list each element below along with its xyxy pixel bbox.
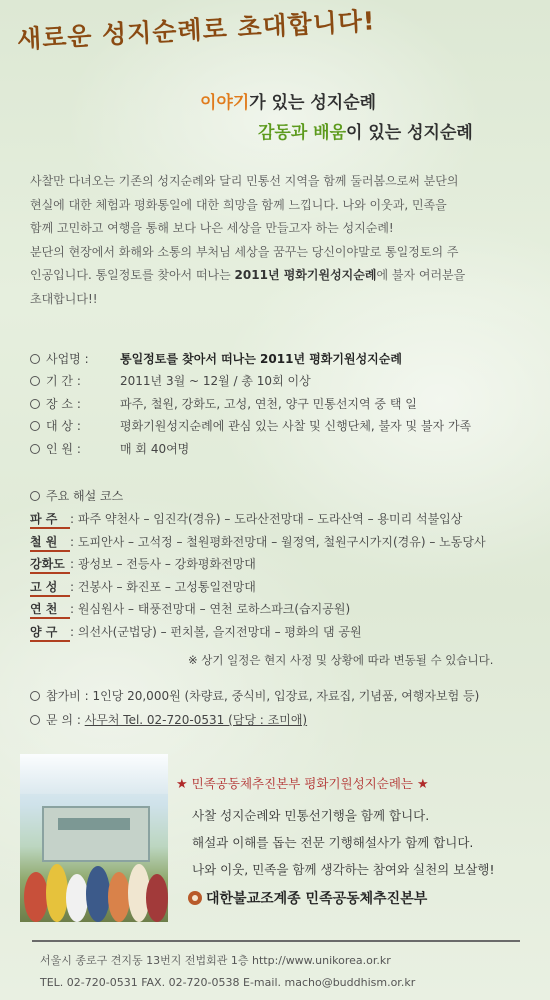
subtitle-2-rest: 이 있는 성지순례	[346, 123, 473, 143]
photo-person	[66, 874, 88, 922]
course-region: 강화도	[30, 556, 70, 574]
fee-value: 1인당 20,000원 (차량료, 중식비, 입장료, 자료집, 기념품, 여행자보험 등)	[92, 689, 480, 703]
footer-contact: TEL. 02-720-0531 FAX. 02-720-0538 E-mail. macho@buddhism.or.kr	[40, 976, 416, 989]
organization-name	[188, 888, 427, 908]
photo-sky	[20, 754, 168, 794]
info-list	[30, 348, 530, 460]
circle-bullet-icon	[30, 421, 40, 431]
info-value-bold: 통일정토를 찾아서 떠나는 2011년 평화기원성지순례	[120, 352, 402, 366]
fee-row	[30, 684, 479, 708]
circle-bullet-icon	[30, 399, 40, 409]
subtitle-1	[200, 88, 376, 113]
info-row	[30, 348, 530, 370]
course-region: 연 천	[30, 601, 70, 619]
photo-building-detail	[58, 818, 130, 830]
info-label: 대 상 :	[46, 419, 81, 434]
promo-line: 나와 이웃, 민족을 함께 생각하는 참여와 실천의 보살행!	[192, 862, 495, 877]
course-row	[30, 576, 486, 599]
course-route: : 원심원사 – 태풍전망대 – 연천 로하스파크(습지공원)	[70, 602, 351, 616]
info-row	[30, 393, 530, 415]
org-logo-icon	[188, 891, 202, 905]
promo-lines	[192, 802, 494, 883]
photo-building	[42, 806, 150, 862]
course-heading-text: 주요 해설 코스	[46, 489, 124, 503]
course-route: : 파주 약천사 – 임진각(경유) – 도라산전망대 – 도라산역 – 용미리 석불입상	[70, 512, 463, 526]
circle-bullet-icon	[30, 691, 40, 701]
course-region: 고 성	[30, 579, 70, 597]
circle-bullet-icon	[30, 715, 40, 725]
info-row	[30, 438, 530, 460]
fee-contact-block	[30, 684, 479, 732]
organization-name-text: 대한불교조계종 민족공동체추진본부	[206, 891, 428, 907]
fee-label: 참가비 :	[46, 689, 89, 703]
info-value: 파주, 철원, 강화도, 고성, 연천, 양구 민통선지역 중 택 일	[120, 396, 417, 411]
circle-bullet-icon	[30, 491, 40, 501]
photo-person	[24, 872, 48, 922]
intro-line: 현실에 대한 체험과 평화통일에 대한 희망을 함께 느낍니다. 나와 이웃과, 민족을	[30, 197, 447, 212]
promo-title	[176, 774, 429, 792]
circle-bullet-icon	[30, 354, 40, 364]
subtitle-2-highlight: 감동과 배움	[258, 123, 347, 143]
intro-line: 사찰만 다녀오는 기존의 성지순례와 달리 민통선 지역을 함께 둘러봄으로써 분단의	[30, 174, 459, 188]
photo-person	[46, 864, 68, 922]
course-route: : 광성보 – 전등사 – 강화평화전망대	[70, 557, 256, 571]
course-row	[30, 598, 486, 621]
photo-person	[108, 872, 130, 922]
subtitle-2	[258, 118, 473, 143]
intro-line	[30, 264, 528, 288]
info-value	[120, 352, 402, 366]
headline: 새로운 성지순례로 초대합니다!	[16, 6, 377, 54]
subtitle-1-rest: 가 있는 성지순례	[249, 93, 377, 113]
course-row	[30, 553, 486, 576]
course-row	[30, 621, 486, 644]
intro-text: 에 불자 여러분을	[376, 268, 466, 282]
photo-person	[146, 874, 168, 922]
intro-text: 인공입니다. 통일정토를 찾아서 떠나는	[30, 268, 235, 282]
info-label: 인 원 :	[46, 441, 81, 456]
info-label: 장 소 :	[46, 396, 81, 411]
course-row	[30, 508, 486, 531]
info-value: 평화기원성지순례에 관심 있는 사찰 및 신행단체, 불자 및 불자 가족	[120, 419, 472, 434]
star-icon: ★	[416, 777, 429, 792]
promo-title-text: 민족공동체추진본부 평화기원성지순례는	[191, 776, 413, 791]
course-route: : 건봉사 – 화진포 – 고성통일전망대	[70, 579, 256, 594]
footer-divider	[32, 940, 520, 942]
course-route: : 도피안사 – 고석정 – 철원평화전망대 – 월정역, 철원구시가지(경유) – 노동당사	[70, 534, 486, 549]
photo-person	[86, 866, 110, 922]
promo-line: 해설과 이해를 돕는 전문 기행해설사가 함께 합니다.	[192, 835, 474, 850]
intro-line: 분단의 현장에서 화해와 소통의 부처님 세상을 꿈꾸는 당신이야말로 통일정토의 주	[30, 244, 459, 259]
info-value: 2011년 3월 ~ 12월 / 총 10회 이상	[120, 374, 311, 389]
info-label: 사업명 :	[46, 352, 89, 366]
promo-line: 사찰 성지순례와 민통선기행을 함께 합니다.	[192, 808, 430, 823]
group-photo	[20, 754, 168, 922]
footer	[40, 950, 415, 994]
info-value: 매 회 40여명	[120, 441, 190, 456]
course-region: 파 주	[30, 511, 70, 529]
info-row	[30, 370, 530, 392]
info-row	[30, 415, 530, 437]
contact-row	[30, 708, 479, 732]
intro-line: 함께 고민하고 여행을 통해 보다 나은 세상을 만들고자 하는 성지순례!	[30, 221, 394, 235]
subtitle-1-highlight: 이야기	[200, 93, 250, 113]
footer-address: 서울시 종로구 견지동 13번지 전법회관 1층 http://www.unikorea.or.kr	[40, 954, 391, 967]
intro-bold-text: 2011년 평화기원성지순례	[234, 268, 377, 282]
info-label: 기 간 :	[46, 374, 81, 389]
contact-label: 문 의 :	[46, 713, 81, 727]
course-heading	[30, 486, 123, 506]
contact-value: 사무처 Tel. 02-720-0531 (담당 : 조미애)	[84, 713, 308, 727]
course-region: 양 구	[30, 624, 70, 642]
course-route: : 의선사(군법당) – 펀치볼, 을지전망대 – 평화의 댐 공원	[70, 624, 362, 639]
course-list	[30, 508, 486, 643]
course-region: 철 원	[30, 534, 70, 552]
circle-bullet-icon	[30, 376, 40, 386]
circle-bullet-icon	[30, 444, 40, 454]
intro-line: 초대합니다!!	[30, 291, 98, 306]
intro-paragraph	[30, 170, 528, 311]
schedule-note: ※ 상기 일정은 현지 사정 및 상황에 따라 변동될 수 있습니다.	[188, 653, 494, 667]
star-icon: ★	[176, 777, 188, 792]
course-row	[30, 531, 486, 554]
